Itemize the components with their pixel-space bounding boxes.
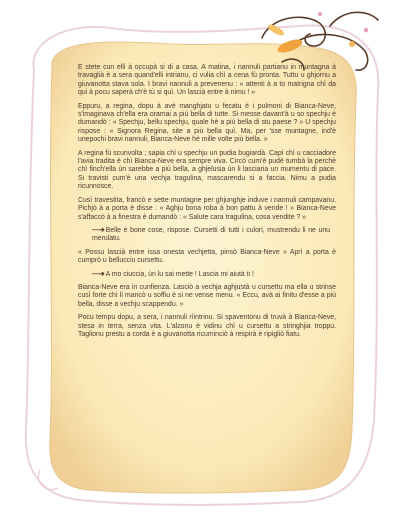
paragraph-2: Eppuru, a regina, dopu à avè manghjatu u fecatu è i pulmoni di Bianca-Neve, s'imaginava ch'ella era oramai a più bella di tutte. Si messe davant'à u so spechju è dumandò : « Spechju, bellu spechju, quale hè a più bella di stu paese ? » U spechju rispose : « Signora Regina, site a più bella quì. Ma, per 'sse muntagne, ind'è unepochi bravi nannuli, Bianca-Neve hè mille volte più bella. »	[78, 102, 336, 144]
dialogue-text-1: Belle è bone cose, rispose. Cursetti di tutti i culori, mustrendu li ne unu merulatu.	[92, 226, 330, 243]
paragraph-7: Pocu tempu dopu, a sera, i nannuli rìintrinu. Si spaventonu di truvà à Bianca-Neve, stesa in terra, senza vita. L'alzonu è vidinu chì u cursettu a stringhjia troppu. Taglionu prestu a corda è a giuvanotta ricuminciò à respirà è ripigliò fiatu.	[78, 314, 336, 338]
paragraph-1: E stete cun elli à occupà si di a casa. A matina, i nannuli partianu in muntagna à travaglià è a sera quand'elli intrianu, ci vulia chì a cena fù pronta. Tuttu u ghjornu a giuvanotta stava sola. I bravi nannuli a prevenenu : « attenti à a to matrigna chì da qui à pocu saperà ch'è tù si quì. Un lascià entre à nimu ! »	[78, 64, 336, 97]
story-text	[78, 64, 336, 344]
dialogue-line-1	[78, 227, 336, 244]
paragraph-4: Cusì travestita, francò e sette muntagne per ghjunghje induve i nannuli campavanu. Pichjò à a porta è disse : « Aghju bona roba à bon pattu à vende ! » Bianca-Neve s'affaccò à a finestra è dumandò : « Salute cara tragulina, cosa vendite ? »	[78, 196, 336, 221]
paragraph-5: « Possu lascià entre issa onesta vechjetta, pinsò Bianca-Neve » Aprì a porta è cumprò u bellucciu cursettu.	[78, 248, 336, 265]
paragraph-3: A regina fù scunvolta ; sapia chì u spechju un pudia bugiardà. Capì chì u cacciadore l'avia tradita è chì Bianca-Neve era sempre viva. Circò cum'è pudè tumbà la perchè chì finch'ella ùn sarebbe a più bella, a ghjelusia ùn li lasciaria un mumentu di pace. Si travisti cum'è una vechja tragulina, mascarendu si a faccia. Nimu a pudia ricunnosce.	[78, 149, 336, 191]
dialogue-text-2: A mo ciuccia, ùn lu sai mette ! Lascia mi aiutà ti !	[105, 270, 254, 278]
dialogue-line-2	[78, 271, 336, 279]
arrow-bullet-icon: —➔	[92, 270, 105, 278]
arrow-bullet-icon: —➔	[92, 226, 105, 234]
paragraph-6: Bianca-Neve era in cunfienza. Lasciò a vechja aghjustà u cursettu ma ella u strinse cusì forte chì li mancò u soffiu è si ne vense menu. « Eccu, avà ai finitu d'esse a più bella, disse a vechju scappendu. »	[78, 283, 336, 308]
